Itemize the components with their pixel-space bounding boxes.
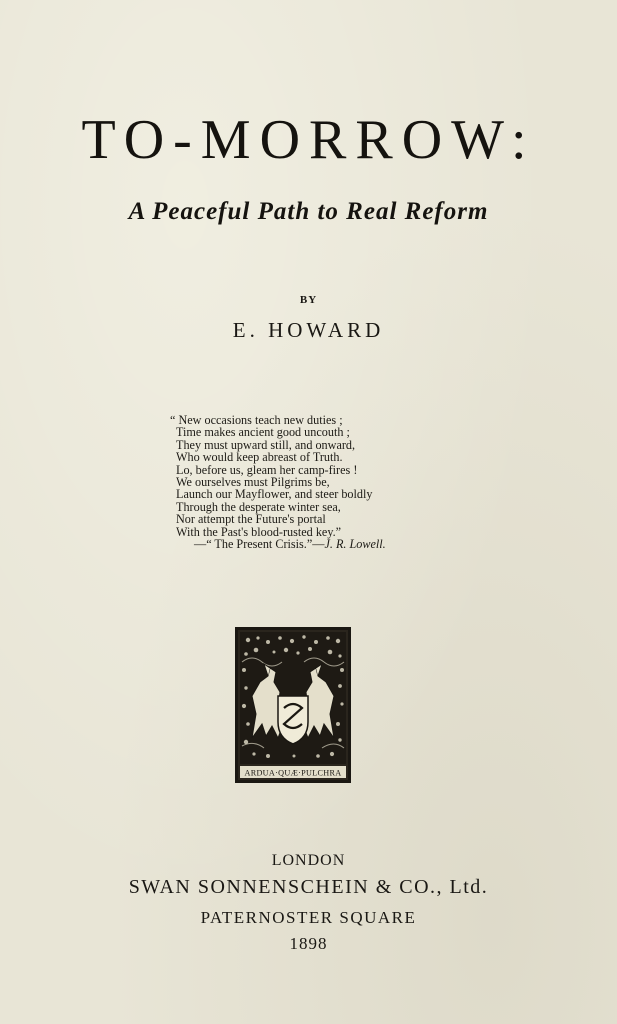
imprint-year: 1898	[289, 934, 328, 953]
book-subtitle: A Peaceful Path to Real Reform	[128, 198, 489, 225]
publisher-device-emblem-icon	[234, 626, 352, 784]
epigraph-line: They must upward still, and onward,	[176, 437, 356, 452]
attribution-author: J. R. Lowell.	[324, 537, 386, 552]
epigraph-line: “ New occasions teach new duties ;	[170, 413, 343, 427]
imprint-address: PATERNOSTER SQUARE	[200, 908, 417, 927]
attribution-work: —“ The Present Crisis.”—	[194, 537, 325, 552]
epigraph-line: With the Past's blood-rusted key.”	[176, 524, 342, 539]
epigraph	[170, 413, 476, 552]
epigraph-line: Lo, before us, gleam her camp-fires !	[176, 462, 358, 477]
epigraph-line: Who would keep abreast of Truth.	[176, 450, 343, 465]
epigraph-attribution	[176, 538, 476, 550]
epigraph-line: Through the desperate winter sea,	[176, 499, 341, 514]
imprint-city: LONDON	[271, 852, 346, 869]
epigraph-line: We ourselves must Pilgrims be,	[176, 475, 330, 490]
author-name: E. HOWARD	[232, 318, 385, 342]
emblem-motto: ARDUA·QUÆ·PULCHRA	[244, 768, 342, 778]
book-title: TO-MORROW:	[81, 109, 536, 171]
epigraph-line: Time makes ancient good uncouth ;	[176, 425, 350, 440]
by-label: BY	[299, 294, 318, 306]
imprint-publisher: SWAN SONNENSCHEIN & CO., Ltd.	[128, 876, 489, 898]
epigraph-line: Nor attempt the Future's portal	[176, 512, 326, 527]
epigraph-line: Launch our Mayflower, and steer boldly	[176, 487, 373, 502]
